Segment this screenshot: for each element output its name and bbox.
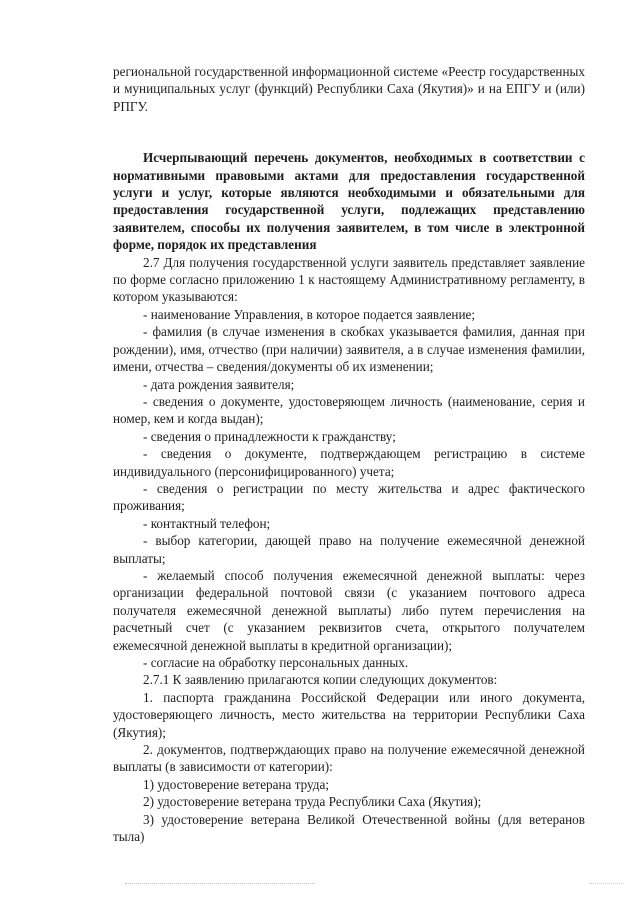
paragraph-2-7: 2.7 Для получения государственной услуги заявитель представляет заявление по форме согласно приложению 1 к настоящему Административному регламенту, в котором указываются: — [113, 254, 585, 305]
list-item: - контактный телефон; — [143, 515, 271, 531]
list-item: - наименование Управления, в которое подается заявление; — [143, 306, 476, 322]
list-item: - согласие на обработку персональных данных. — [143, 655, 409, 670]
list-item: - фамилия (в случае изменения в скобках указывается фамилия, данная при рождении), имя, отчество (при наличии) заявителя, а в случае изменения фамилии, имени, отчества – сведения/документы об их изменении; — [113, 324, 585, 375]
numbered-item: 1. паспорта гражданина Российской Федерации или иного документа, удостоверяющего личность, место жительства на территории Республики Саха (Якутия); — [113, 689, 585, 740]
list-item: - сведения о регистрации по месту жительства и адрес фактического проживания; — [113, 480, 585, 514]
list-item: - желаемый способ получения ежемесячной денежной выплаты: через организации федеральной почтовой связи (с указанием почтового адреса получателя ежемесячной денежной выплаты) либо путем перечисления на расчетный счет (с указанием реквизитов счета, открытого получателем ежемесячной денежной выплаты в кредитной организации); — [113, 567, 585, 653]
scan-artifact-line — [125, 883, 315, 884]
scan-artifact-line — [590, 883, 624, 884]
numbered-subitem: 1) удостоверение ветерана труда; — [143, 776, 330, 792]
list-item: - выбор категории, дающей право на получение ежемесячной денежной выплаты; — [113, 533, 585, 566]
numbered-item: 2. документов, подтверждающих право на получение ежемесячной денежной выплаты (в зависимости от категории): — [113, 742, 585, 775]
list-item: - сведения о документе, подтверждающем регистрацию в системе индивидуального (персонифицированного) учета; — [113, 446, 585, 479]
list-item: - дата рождения заявителя; — [143, 376, 295, 392]
document-body — [113, 63, 585, 845]
list-item: - сведения о документе, удостоверяющем личность (наименование, серия и номер, кем и когда выдан); — [113, 393, 585, 427]
numbered-subitem: 3) удостоверение ветерана Великой Отечественной войны (для ветеранов тыла) — [113, 811, 585, 845]
section-spacer — [113, 115, 585, 149]
numbered-subitem: 2) удостоверение ветерана труда Республики Саха (Якутия); — [143, 794, 482, 810]
paragraph-2-7-1: 2.7.1 К заявлению прилагаются копии следующих документов: — [143, 672, 498, 688]
list-item: - сведения о принадлежности к гражданству; — [143, 428, 396, 444]
section-heading: Исчерпывающий перечень документов, необходимых в соответствии с нормативными правовыми актами для предоставления государственной услуги и услуг, которые являются необходимыми и обязательными для предоставления государственной услуги, подлежащих представлению заявителем, способы их получения заявителем, в том числе в электронной форме, порядок их представления — [113, 150, 585, 253]
intro-paragraph: региональной государственной информационной системе «Реестр государственных и муниципальных услуг (функций) Республики Саха (Якутия)» и на ЕПГУ и (или) РПГУ. — [113, 64, 585, 114]
